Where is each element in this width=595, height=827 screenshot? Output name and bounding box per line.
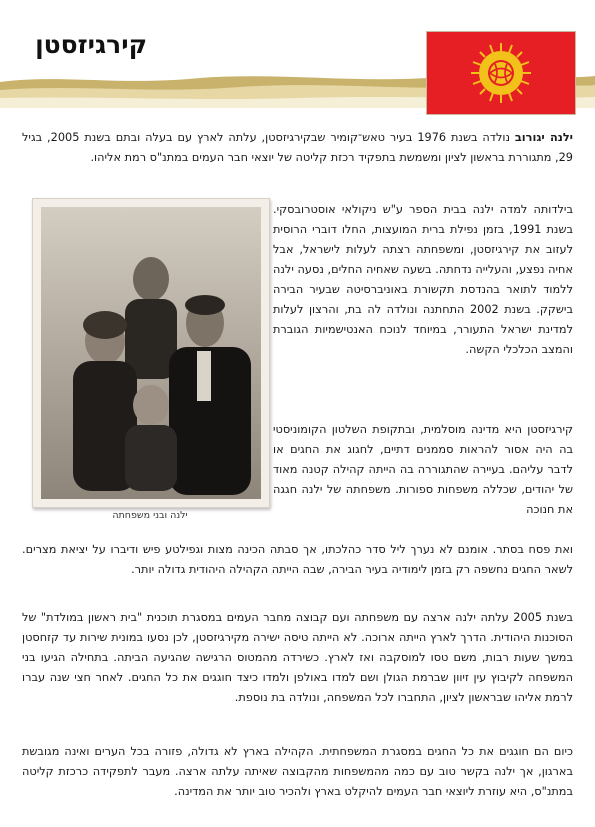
family-photo-block [32,198,268,544]
paragraph-today: כיום הם חוגגים את כל החגים במסגרת המשפחתית. הקהילה בארץ לא גדולה, פזורה בכל הערים ואינה מגובשת בארגון, אך ילנה בקשר טוב עם כמה מהמשפחות מהקבוצה שאיתה עלתה ארצה. מעבר לתפקידה כרכזת קליטה במתנ"ס, היא עוזרת ליוצאי חבר העמים להיקלט בארץ ולהכיר טוב יותר את המדינה. [22,745,573,798]
flag-sun-icon [427,32,575,114]
paragraph-childhood: בילדותה למדה ילנה בבית הספר ע"ש ניקולאי אוסטרובסקי. בשנת 1991, בזמן נפילת ברית המועצות, החלו דוברי הרוסית לעזוב את קירגיזסטן, ומשפחתה רצתה לעלות לישראל, אבל אחיה נפצע, והעלייה נדחתה. בשעה שאחיה החלים, נסעה ילנה ללמוד לתואר בהנדסת תקשורת באוניברסיטה שבעיר הבירה בישקק. בשנת 2002 התחתנה ונולדה לה בת, והרצון לעלות למדינת ישראל התעורר, במיוחד לנוכח האנטישמיות הגוברת והמצב הכלכלי הקשה. [273,203,573,356]
page-header [0,0,595,112]
intro-paragraph [22,128,573,168]
kyrgyzstan-flag-icon [427,32,575,114]
person-name: ילנה יגורוב [514,131,574,144]
intro-text: נולדה בשנת 1976 בעיר טאש־קומיר שבקירגיזסטן, עלתה לארץ עם בעלה ובתם בשנת 2005, בגיל 29, מתגוררת בראשון לציון ומשמשת בתפקיד רכזת קליטה של יוצאי חבר העמים במתנ"ס רמת אליהו. [22,131,573,164]
photo-caption: ילנה ובני משפחתה [112,510,188,521]
paragraph-community: קירגיזסטן היא מדינה מוסלמית, ובתקופת השלטון הקומוניסטי בה היה אסור להראות סממנים דתיים, לחגוג את החגים או לדבר עליהם. בעיירה שהתגוררה בה הייתה קהילה קטנה מאוד של יהודים, שכללה משפחות ספורות. משפחתה של ילנה חגגה את חנוכה [273,423,573,516]
paragraph-aliyah: בשנת 2005 עלתה ילנה ארצה עם משפחתה ועם קבוצה מחבר העמים במסגרת תוכנית "בית ראשון במולדת" של הסוכנות היהודית. הדרך לארץ הייתה ארוכה. לא הייתה טיסה ישירה מקירגיזסטן, לכן נסעו במונית שירות עד קזחסטן במשך שעות רבות, משם טסו למוסקבה ואז לארץ. כשירדה מהמטוס הרגישה שהגיעה הביתה. בתחילה הגיעו בני המשפחה לקיבוץ עין זיוון שברמת הגולן ושם למדו באולפן ולמדו כיצד חוגגים את כל החגים. לאחר חצי שנה עברו לרמת אליהו שבראשון לציון, התחברו לכל המשפחה, ונולדה בת נוספת. [22,611,574,704]
page-title: קירגיזסטן [35,30,147,59]
family-photo [32,198,270,508]
family-photo-image [33,199,269,507]
paragraph-community-continued: ואת פסח בסתר. אומנם לא נערך ליל סדר כהלכתו, אך סבתה הכינה מצות וגפילטע פיש ודיברו על יציאת מצרים. לשאר החגים נחשפה רק בזמן לימודיה בעיר הבירה, שבה הייתה הקהילה היהודית גדולה יותר. [22,543,573,576]
